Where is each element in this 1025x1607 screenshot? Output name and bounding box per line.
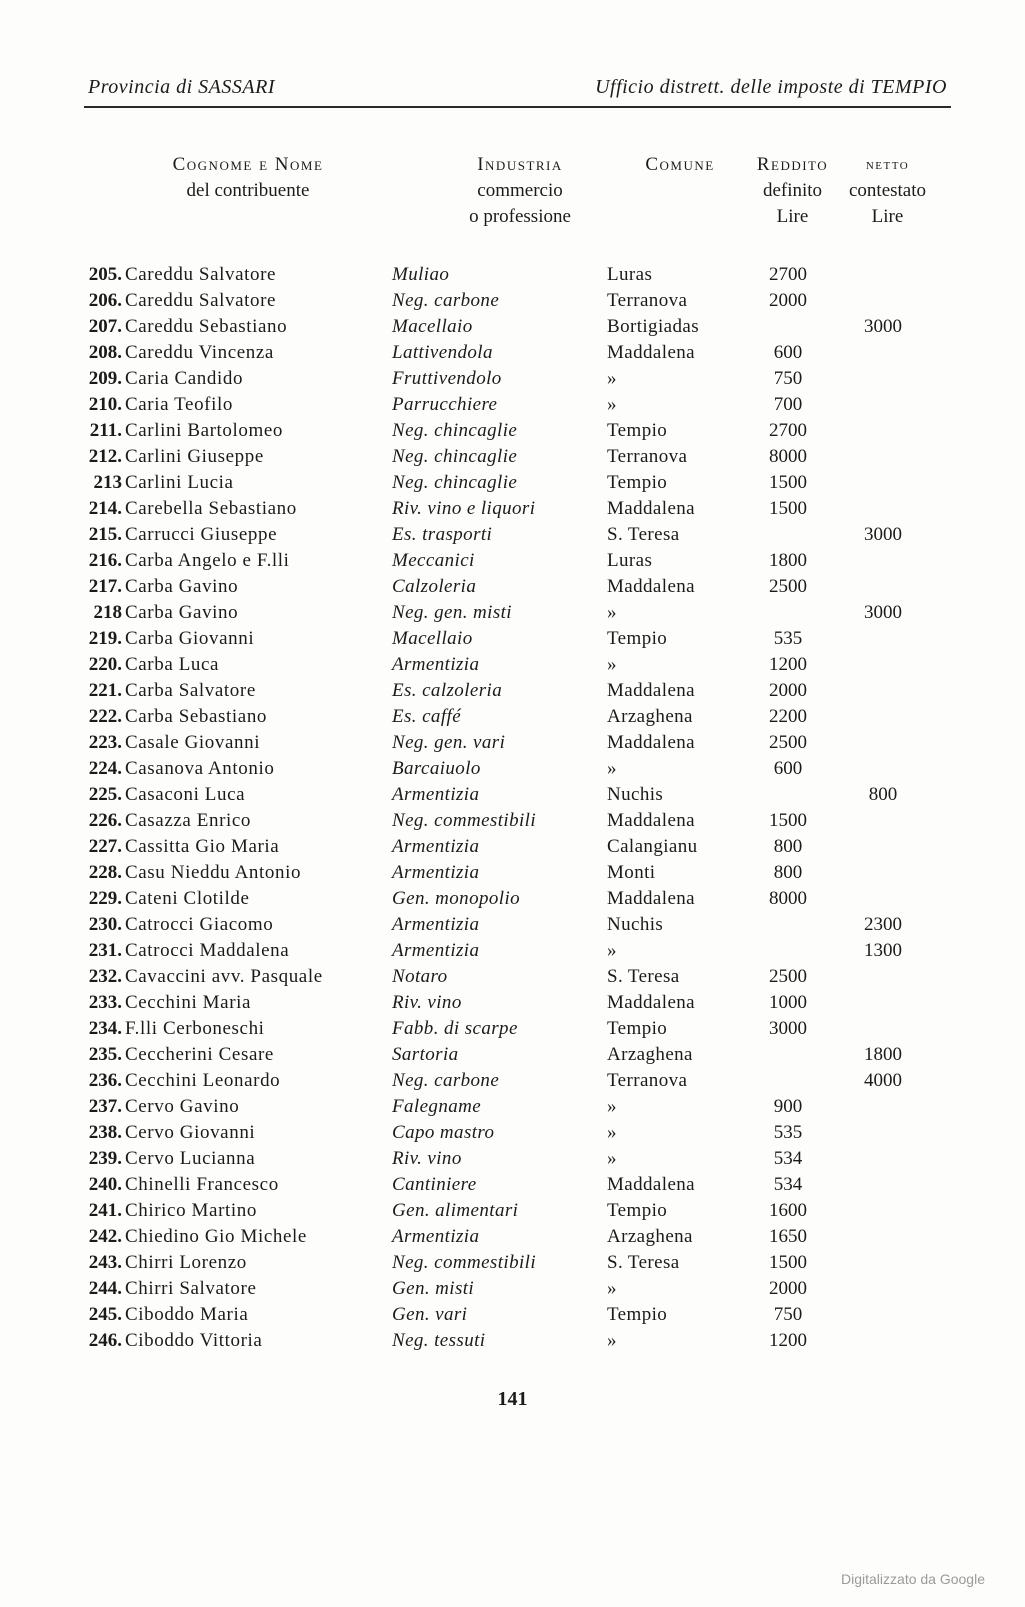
comune: S. Teresa bbox=[607, 1252, 680, 1273]
list-item bbox=[0, 1068, 1025, 1094]
comune: S. Teresa bbox=[607, 966, 680, 987]
entry-number: 239. bbox=[88, 1148, 122, 1169]
industry: Riv. vino bbox=[392, 1148, 462, 1169]
comune: Maddalena bbox=[607, 1174, 696, 1195]
taxpayer-name: Casu Nieddu Antonio bbox=[125, 862, 302, 883]
entry-number: 242. bbox=[88, 1226, 122, 1247]
industry: Parrucchiere bbox=[392, 394, 498, 415]
entry-number: 233. bbox=[88, 992, 122, 1013]
entry-number: 226. bbox=[88, 810, 122, 831]
reddito-definito: 2700 bbox=[769, 420, 807, 441]
industry: Armentizia bbox=[392, 940, 480, 961]
entry-number: 217. bbox=[88, 576, 122, 597]
taxpayer-name: Casale Giovanni bbox=[125, 732, 261, 753]
reddito-definito: 1500 bbox=[769, 810, 807, 831]
comune: Tempio bbox=[607, 472, 668, 493]
comune: Tempio bbox=[607, 628, 668, 649]
entry-number: 237. bbox=[88, 1096, 122, 1117]
entry-number: 206. bbox=[88, 290, 122, 311]
reddito-definito: 2500 bbox=[769, 966, 807, 987]
industry: Neg. tessuti bbox=[392, 1330, 486, 1351]
list-item bbox=[0, 756, 1025, 782]
entry-number: 229. bbox=[88, 888, 122, 909]
taxpayer-name: Carebella Sebastiano bbox=[125, 498, 297, 519]
list-item bbox=[0, 496, 1025, 522]
list-item bbox=[0, 1276, 1025, 1302]
industry: Fruttivendolo bbox=[392, 368, 502, 389]
column-header-name-line2: del contribuente bbox=[186, 180, 310, 201]
header-office: Ufficio distrett. delle imposte di TEMPIO bbox=[595, 75, 947, 98]
taxpayer-name: Careddu Salvatore bbox=[125, 290, 277, 311]
entry-number: 210. bbox=[88, 394, 122, 415]
comune: » bbox=[607, 940, 617, 961]
list-item bbox=[0, 652, 1025, 678]
industry: Armentizia bbox=[392, 914, 480, 935]
taxpayer-name: Casazza Enrico bbox=[125, 810, 252, 831]
entry-number: 213 bbox=[93, 472, 122, 493]
list-item bbox=[0, 1250, 1025, 1276]
entry-number: 243. bbox=[88, 1252, 122, 1273]
comune: Calangianu bbox=[607, 836, 698, 857]
comune: » bbox=[607, 1330, 617, 1351]
industry: Gen. alimentari bbox=[392, 1200, 519, 1221]
column-header-lire-contestato: Lire bbox=[871, 206, 904, 227]
entry-number: 218 bbox=[93, 602, 122, 623]
entry-number: 221. bbox=[88, 680, 122, 701]
industry: Notaro bbox=[392, 966, 448, 987]
list-item bbox=[0, 1016, 1025, 1042]
column-header-reddito-label: Reddito bbox=[756, 154, 829, 175]
reddito-definito: 600 bbox=[773, 342, 803, 363]
industry: Falegname bbox=[392, 1096, 482, 1117]
column-header-definito: definito bbox=[762, 180, 823, 201]
column-headers bbox=[0, 152, 1025, 242]
taxpayer-name: Cassitta Gio Maria bbox=[125, 836, 280, 857]
list-item bbox=[0, 1042, 1025, 1068]
taxpayer-name: Chirico Martino bbox=[125, 1200, 257, 1221]
taxpayer-name: Careddu Vincenza bbox=[125, 342, 274, 363]
entry-number: 211. bbox=[89, 420, 122, 441]
industry: Calzoleria bbox=[392, 576, 477, 597]
comune: Tempio bbox=[607, 420, 668, 441]
reddito-contestato: 800 bbox=[868, 784, 898, 805]
list-item bbox=[0, 418, 1025, 444]
industry: Barcaiuolo bbox=[392, 758, 481, 779]
taxpayer-name: Catrocci Giacomo bbox=[125, 914, 274, 935]
page-number: 141 bbox=[497, 1388, 528, 1410]
comune: S. Teresa bbox=[607, 524, 680, 545]
industry: Gen. monopolio bbox=[392, 888, 521, 909]
comune: » bbox=[607, 1148, 617, 1169]
comune: Arzaghena bbox=[607, 1044, 693, 1065]
entry-number: 215. bbox=[88, 524, 122, 545]
taxpayer-name: Careddu Salvatore bbox=[125, 264, 277, 285]
list-item bbox=[0, 626, 1025, 652]
industry: Neg. carbone bbox=[392, 1070, 500, 1091]
list-item bbox=[0, 470, 1025, 496]
comune: » bbox=[607, 1278, 617, 1299]
industry: Es. trasporti bbox=[392, 524, 493, 545]
entry-number: 207. bbox=[88, 316, 122, 337]
reddito-definito: 1500 bbox=[769, 498, 807, 519]
list-item bbox=[0, 964, 1025, 990]
list-item bbox=[0, 938, 1025, 964]
comune: Bortigiadas bbox=[607, 316, 699, 337]
industry: Neg. chincaglie bbox=[392, 472, 518, 493]
reddito-contestato: 1800 bbox=[864, 1044, 902, 1065]
industry: Muliao bbox=[392, 264, 450, 285]
reddito-definito: 1200 bbox=[769, 654, 807, 675]
list-item bbox=[0, 990, 1025, 1016]
entry-number: 223. bbox=[88, 732, 122, 753]
entry-number: 238. bbox=[88, 1122, 122, 1143]
list-item bbox=[0, 1328, 1025, 1354]
industry: Neg. commestibili bbox=[392, 810, 537, 831]
reddito-definito: 2200 bbox=[769, 706, 807, 727]
comune: Maddalena bbox=[607, 576, 696, 597]
reddito-definito: 1600 bbox=[769, 1200, 807, 1221]
header-rule bbox=[84, 106, 951, 108]
comune: Maddalena bbox=[607, 498, 696, 519]
taxpayer-name: Carba Angelo e F.lli bbox=[125, 550, 290, 571]
column-header-lire-definito: Lire bbox=[776, 206, 809, 227]
entry-number: 214. bbox=[88, 498, 122, 519]
digitization-watermark: Digitalizzato da Google bbox=[841, 1571, 985, 1587]
entry-number: 219. bbox=[88, 628, 122, 649]
reddito-contestato: 1300 bbox=[864, 940, 902, 961]
reddito-definito: 800 bbox=[773, 836, 803, 857]
reddito-definito: 2000 bbox=[769, 290, 807, 311]
industry: Riv. vino e liquori bbox=[392, 498, 536, 519]
industry: Neg. commestibili bbox=[392, 1252, 537, 1273]
entry-number: 208. bbox=[88, 342, 122, 363]
taxpayer-name: Chirri Lorenzo bbox=[125, 1252, 247, 1273]
taxpayer-name: Carlini Bartolomeo bbox=[125, 420, 284, 441]
column-header-comune bbox=[630, 152, 730, 178]
comune: Maddalena bbox=[607, 342, 696, 363]
industry: Neg. chincaglie bbox=[392, 420, 518, 441]
column-header-industry-line2: commercio bbox=[477, 180, 563, 201]
comune: » bbox=[607, 1096, 617, 1117]
reddito-contestato: 3000 bbox=[864, 602, 902, 623]
comune: Tempio bbox=[607, 1304, 668, 1325]
entry-number: 241. bbox=[88, 1200, 122, 1221]
reddito-definito: 2000 bbox=[769, 680, 807, 701]
column-header-industry-line1: Industria bbox=[477, 154, 563, 175]
reddito-definito: 3000 bbox=[769, 1018, 807, 1039]
comune: » bbox=[607, 368, 617, 389]
reddito-definito: 2500 bbox=[769, 732, 807, 753]
industry: Neg. carbone bbox=[392, 290, 500, 311]
taxpayer-name: Carba Giovanni bbox=[125, 628, 255, 649]
taxpayer-name: Ciboddo Vittoria bbox=[125, 1330, 263, 1351]
comune: Monti bbox=[607, 862, 656, 883]
comune: Terranova bbox=[607, 1070, 688, 1091]
industry: Neg. gen. vari bbox=[392, 732, 506, 753]
taxpayer-name: Carlini Lucia bbox=[125, 472, 234, 493]
reddito-definito: 1650 bbox=[769, 1226, 807, 1247]
comune: Tempio bbox=[607, 1018, 668, 1039]
list-item bbox=[0, 860, 1025, 886]
comune: Maddalena bbox=[607, 810, 696, 831]
list-item bbox=[0, 340, 1025, 366]
reddito-definito: 700 bbox=[773, 394, 803, 415]
list-item bbox=[0, 600, 1025, 626]
industry: Macellaio bbox=[392, 316, 473, 337]
taxpayer-name: Casaconi Luca bbox=[125, 784, 246, 805]
taxpayer-name: Ciboddo Maria bbox=[125, 1304, 249, 1325]
list-item bbox=[0, 782, 1025, 808]
list-item bbox=[0, 1120, 1025, 1146]
entry-number: 240. bbox=[88, 1174, 122, 1195]
comune: Terranova bbox=[607, 290, 688, 311]
entry-number: 228. bbox=[88, 862, 122, 883]
header-province: Provincia di SASSARI bbox=[88, 75, 275, 98]
entry-number: 232. bbox=[88, 966, 122, 987]
column-header-industry bbox=[440, 152, 600, 230]
list-item bbox=[0, 392, 1025, 418]
entry-number: 216. bbox=[88, 550, 122, 571]
comune: Luras bbox=[607, 550, 653, 571]
reddito-definito: 2000 bbox=[769, 1278, 807, 1299]
taxpayer-name: Carba Gavino bbox=[125, 602, 239, 623]
taxpayer-name: Casanova Antonio bbox=[125, 758, 275, 779]
list-item bbox=[0, 314, 1025, 340]
reddito-definito: 1500 bbox=[769, 1252, 807, 1273]
industry: Capo mastro bbox=[392, 1122, 495, 1143]
taxpayer-name: Carba Sebastiano bbox=[125, 706, 268, 727]
taxpayer-name: Ceccherini Cesare bbox=[125, 1044, 274, 1065]
column-header-comune-label: Comune bbox=[645, 154, 715, 175]
reddito-definito: 8000 bbox=[769, 446, 807, 467]
taxpayer-name: Carba Gavino bbox=[125, 576, 239, 597]
taxpayer-name: Cavaccini avv. Pasquale bbox=[125, 966, 323, 987]
industry: Armentizia bbox=[392, 1226, 480, 1247]
reddito-definito: 600 bbox=[773, 758, 803, 779]
entry-number: 230. bbox=[88, 914, 122, 935]
list-item bbox=[0, 1302, 1025, 1328]
reddito-definito: 750 bbox=[773, 1304, 803, 1325]
list-item bbox=[0, 1198, 1025, 1224]
column-header-reddito bbox=[745, 152, 935, 230]
taxpayer-name: F.lli Cerboneschi bbox=[125, 1018, 265, 1039]
list-item bbox=[0, 886, 1025, 912]
entry-number: 236. bbox=[88, 1070, 122, 1091]
taxpayer-name: Chiedino Gio Michele bbox=[125, 1226, 307, 1247]
list-item bbox=[0, 912, 1025, 938]
entry-number: 231. bbox=[88, 940, 122, 961]
column-header-contestato: contestato bbox=[848, 180, 927, 201]
industry: Armentizia bbox=[392, 784, 480, 805]
industry: Es. calzoleria bbox=[392, 680, 503, 701]
industry: Neg. gen. misti bbox=[392, 602, 512, 623]
reddito-contestato: 3000 bbox=[864, 524, 902, 545]
list-item bbox=[0, 834, 1025, 860]
taxpayer-name: Caria Candido bbox=[125, 368, 244, 389]
comune: Maddalena bbox=[607, 888, 696, 909]
list-item bbox=[0, 288, 1025, 314]
reddito-definito: 800 bbox=[773, 862, 803, 883]
column-header-netto-label: netto bbox=[865, 157, 910, 173]
comune: » bbox=[607, 602, 617, 623]
comune: Maddalena bbox=[607, 992, 696, 1013]
entry-number: 205. bbox=[88, 264, 122, 285]
comune: » bbox=[607, 758, 617, 779]
taxpayer-name: Cecchini Leonardo bbox=[125, 1070, 281, 1091]
industry: Macellaio bbox=[392, 628, 473, 649]
taxpayer-name: Carlini Giuseppe bbox=[125, 446, 264, 467]
reddito-definito: 2500 bbox=[769, 576, 807, 597]
entry-number: 225. bbox=[88, 784, 122, 805]
list-item bbox=[0, 730, 1025, 756]
comune: Terranova bbox=[607, 446, 688, 467]
industry: Armentizia bbox=[392, 654, 480, 675]
taxpayer-name: Cervo Gavino bbox=[125, 1096, 240, 1117]
comune: » bbox=[607, 394, 617, 415]
industry: Armentizia bbox=[392, 836, 480, 857]
entry-number: 220. bbox=[88, 654, 122, 675]
industry: Gen. misti bbox=[392, 1278, 475, 1299]
running-header bbox=[88, 72, 947, 102]
reddito-definito: 1200 bbox=[769, 1330, 807, 1351]
comune: » bbox=[607, 1122, 617, 1143]
column-header-name bbox=[118, 152, 378, 204]
taxpayer-name: Chinelli Francesco bbox=[125, 1174, 279, 1195]
list-item bbox=[0, 574, 1025, 600]
column-header-name-line1: Cognome e Nome bbox=[172, 154, 324, 175]
reddito-definito: 1800 bbox=[769, 550, 807, 571]
list-item bbox=[0, 548, 1025, 574]
industry: Gen. vari bbox=[392, 1304, 468, 1325]
comune: Nuchis bbox=[607, 784, 664, 805]
reddito-definito: 534 bbox=[773, 1174, 803, 1195]
reddito-contestato: 3000 bbox=[864, 316, 902, 337]
entry-number: 235. bbox=[88, 1044, 122, 1065]
industry: Meccanici bbox=[392, 550, 475, 571]
taxpayer-name: Cervo Giovanni bbox=[125, 1122, 256, 1143]
taxpayer-name: Catrocci Maddalena bbox=[125, 940, 290, 961]
comune: Arzaghena bbox=[607, 1226, 693, 1247]
industry: Es. caffé bbox=[392, 706, 462, 727]
list-item bbox=[0, 704, 1025, 730]
comune: Maddalena bbox=[607, 680, 696, 701]
list-item bbox=[0, 678, 1025, 704]
reddito-definito: 8000 bbox=[769, 888, 807, 909]
reddito-definito: 535 bbox=[773, 1122, 803, 1143]
reddito-definito: 750 bbox=[773, 368, 803, 389]
list-item bbox=[0, 808, 1025, 834]
industry: Neg. chincaglie bbox=[392, 446, 518, 467]
taxpayer-name: Cecchini Maria bbox=[125, 992, 252, 1013]
entry-number: 245. bbox=[88, 1304, 122, 1325]
taxpayer-name: Carba Luca bbox=[125, 654, 220, 675]
industry: Sartoria bbox=[392, 1044, 459, 1065]
column-header-industry-line3: o professione bbox=[469, 206, 571, 227]
entry-number: 209. bbox=[88, 368, 122, 389]
industry: Riv. vino bbox=[392, 992, 462, 1013]
entry-number: 244. bbox=[88, 1278, 122, 1299]
reddito-contestato: 4000 bbox=[864, 1070, 902, 1091]
entry-number: 227. bbox=[88, 836, 122, 857]
comune: Luras bbox=[607, 264, 653, 285]
taxpayer-list bbox=[0, 262, 1025, 1354]
entry-number: 224. bbox=[88, 758, 122, 779]
list-item bbox=[0, 522, 1025, 548]
industry: Cantiniere bbox=[392, 1174, 477, 1195]
reddito-definito: 900 bbox=[773, 1096, 803, 1117]
entry-number: 222. bbox=[88, 706, 122, 727]
list-item bbox=[0, 444, 1025, 470]
entry-number: 246. bbox=[88, 1330, 122, 1351]
list-item bbox=[0, 262, 1025, 288]
industry: Armentizia bbox=[392, 862, 480, 883]
comune: » bbox=[607, 654, 617, 675]
comune: Nuchis bbox=[607, 914, 664, 935]
reddito-definito: 2700 bbox=[769, 264, 807, 285]
taxpayer-name: Caria Teofilo bbox=[125, 394, 233, 415]
comune: Maddalena bbox=[607, 732, 696, 753]
reddito-definito: 535 bbox=[773, 628, 803, 649]
list-item bbox=[0, 1146, 1025, 1172]
industry: Lattivendola bbox=[392, 342, 493, 363]
reddito-contestato: 2300 bbox=[864, 914, 902, 935]
comune: Tempio bbox=[607, 1200, 668, 1221]
taxpayer-name: Cateni Clotilde bbox=[125, 888, 250, 909]
taxpayer-name: Cervo Lucianna bbox=[125, 1148, 256, 1169]
comune: Arzaghena bbox=[607, 706, 693, 727]
list-item bbox=[0, 366, 1025, 392]
entry-number: 234. bbox=[88, 1018, 122, 1039]
list-item bbox=[0, 1172, 1025, 1198]
list-item bbox=[0, 1224, 1025, 1250]
taxpayer-name: Chirri Salvatore bbox=[125, 1278, 257, 1299]
taxpayer-name: Carrucci Giuseppe bbox=[125, 524, 278, 545]
entry-number: 212. bbox=[88, 446, 122, 467]
list-item bbox=[0, 1094, 1025, 1120]
reddito-definito: 534 bbox=[773, 1148, 803, 1169]
reddito-definito: 1000 bbox=[769, 992, 807, 1013]
taxpayer-name: Carba Salvatore bbox=[125, 680, 256, 701]
reddito-definito: 1500 bbox=[769, 472, 807, 493]
industry: Fabb. di scarpe bbox=[392, 1018, 518, 1039]
taxpayer-name: Careddu Sebastiano bbox=[125, 316, 288, 337]
